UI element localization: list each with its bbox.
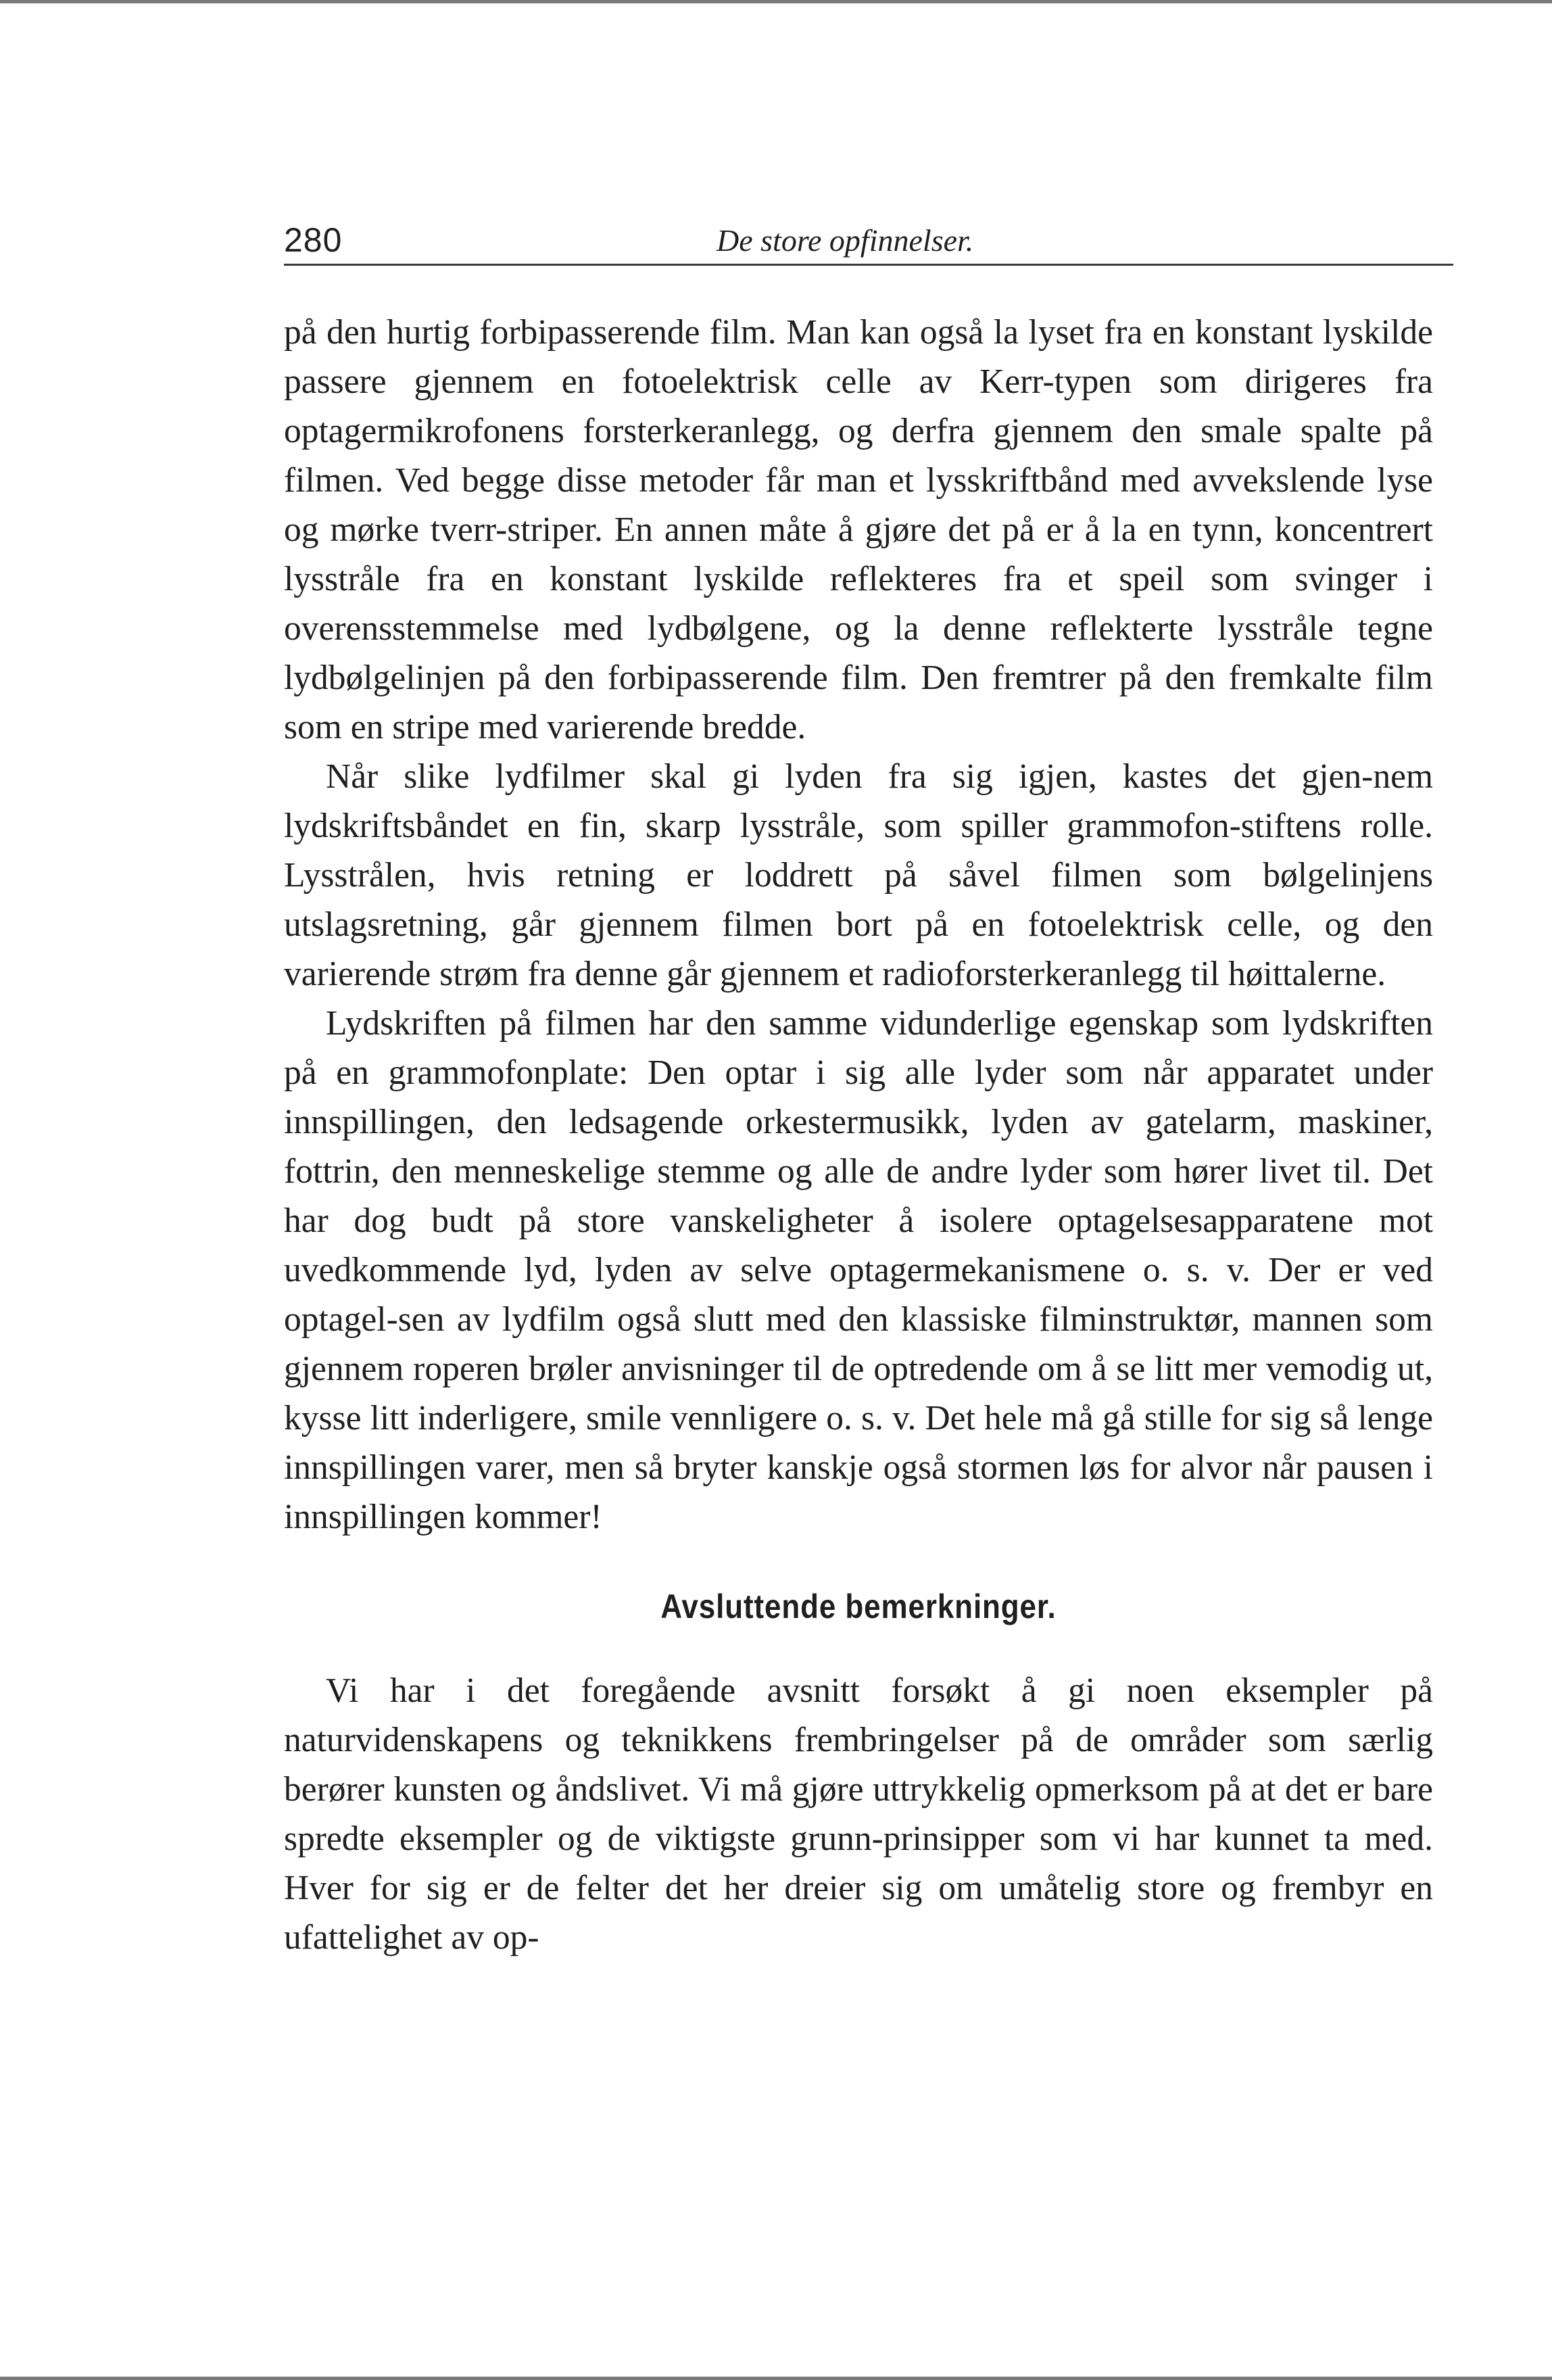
paragraph: Lydskriften på filmen har den samme vidunderlige egenskap som lydskriften på en grammofonplate: Den optar i sig alle lyder som når apparatet under innspillingen, den ledsagende orkestermusikk, lyden av gatelarm, maskiner, fottrin, den menneskelige stemme og alle de andre lyder som hører livet til. Det har dog budt på store vanskeligheter å isolere optagelsesapparatene mot uvedkommende lyd, lyden av selve optagermekanismene o. s. v. Der er ved optagel-sen av lydfilm også slutt med den klassiske filminstruktør, mannen som gjennem roperen brøler anvisninger til de optredende om å se litt mer vemodig ut, kysse litt inderligere, smile vennligere o. s. v. Det hele må gå stille for sig så lenge innspillingen varer, men så bryter kanskje også stormen løs for alvor når pausen i innspillingen kommer! xyxy=(284,1004,1433,1536)
running-title: De store opfinnelser. xyxy=(717,223,974,258)
section-heading: Avsluttende bemerkninger. xyxy=(660,1588,1057,1625)
paragraph: Når slike lydfilmer skal gi lyden fra sig igjen, kastes det gjen-nem lydskriftsbåndet en fin, skarp lysstråle, som spiller grammofon-stiftens rolle. Lysstrålen, hvis retning er loddrett på såvel filmen som bølgelinjens utslagsretning, går gjennem filmen bort på en fotoelektrisk celle, og den varierende strøm fra denne går gjennem et radioforsterkeranlegg til høittalerne. xyxy=(284,757,1433,993)
running-header xyxy=(284,215,1453,266)
paragraph: Vi har i det foregående avsnitt forsøkt å gi noen eksempler på naturvidenskapens og teknikkens frembringelser på de områder som særlig berører kunsten og åndslivet. Vi må gjøre uttrykkelig opmerksom på at det er bare spredte eksempler og de viktigste grunn-prinsipper som vi har kunnet ta med. Hver for sig er de felter det her dreier sig om umåtelig store og frembyr en ufattelighet av op- xyxy=(284,1671,1433,1957)
page-bottom-edge xyxy=(0,2377,1552,2380)
body-text xyxy=(284,308,1433,1962)
paragraph: på den hurtig forbipasserende film. Man kan også la lyset fra en konstant lyskilde passere gjennem en fotoelektrisk celle av Kerr-typen som dirigeres fra optagermikrofonens forsterkeranlegg, og derfra gjennem den smale spalte på filmen. Ved begge disse metoder får man et lysskriftbånd med avvekslende lyse og mørke tverr-striper. En annen måte å gjøre det på er å la en tynn, koncentrert lysstråle fra en konstant lyskilde reflekteres fra et speil som svinger i overensstemmelse med lydbølgene, og la denne reflekterte lysstråle tegne lydbølgelinjen på den forbipasserende film. Den fremtrer på den fremkalte film som en stripe med varierende bredde. xyxy=(284,313,1433,746)
page-top-edge xyxy=(0,0,1552,3)
page-number: 280 xyxy=(284,221,343,259)
